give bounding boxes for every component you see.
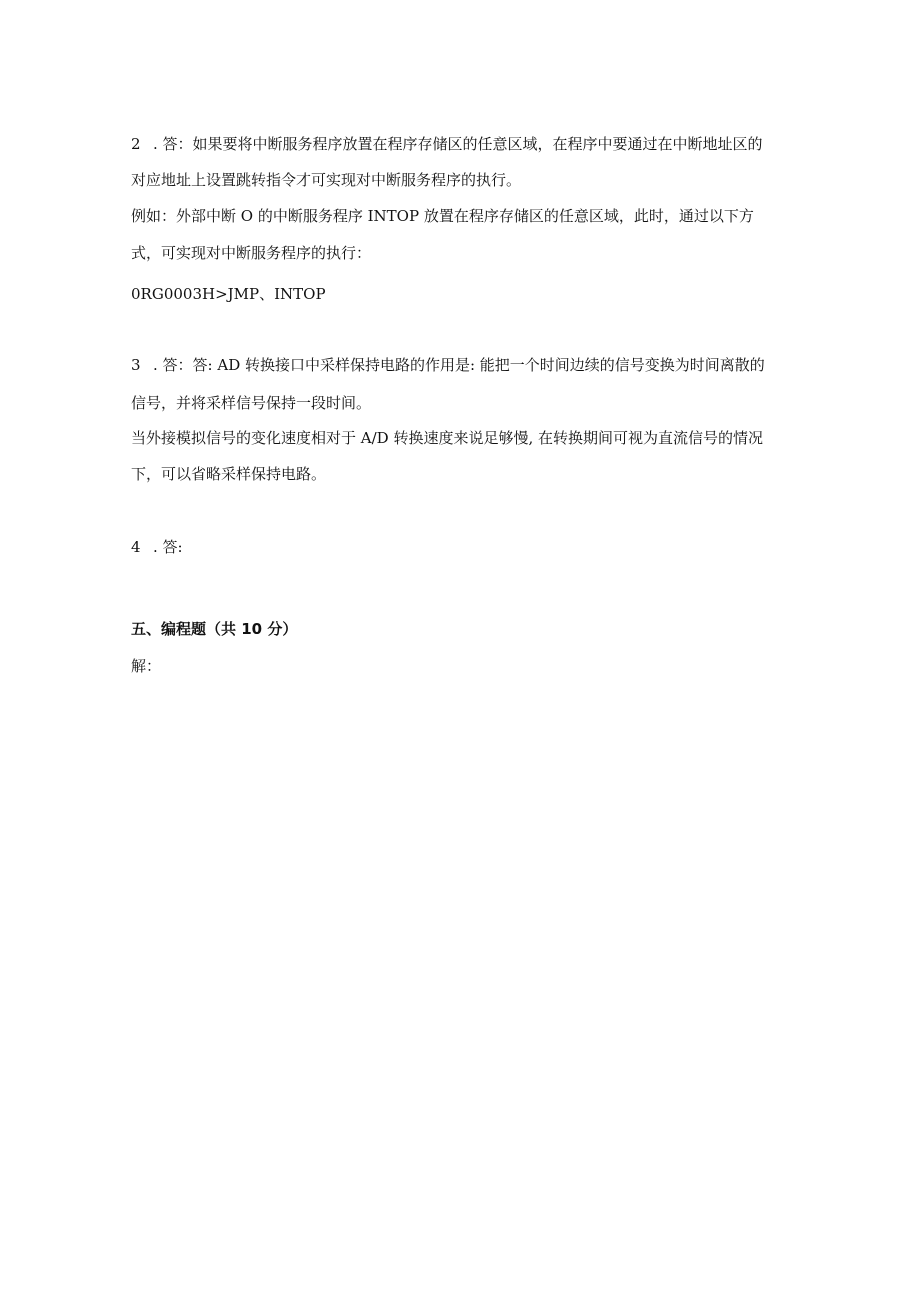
q3-line-1 [131,355,791,375]
q3-line-2: 信号，并将采样信号保持一段时间。 [131,394,372,412]
q2-text-1: . 答：如果要将中断服务程序放置在程序存储区的任意区域，在程序中要通过在中断地址区的 [153,135,763,153]
q3-line-4: 下，可以省略采样保持电路。 [131,465,327,483]
section-5-answer-label: 解： [131,657,162,675]
q3-text-1: . 答：答: AD 转换接口中采样保持电路的作用是: 能把一个时间边续的信号变换为时间离散的 [153,356,765,374]
q4-number: 4 [131,538,141,556]
q2-line-1 [131,134,791,154]
q3-line-3: 当外接模拟信号的变化速度相对于 A/D 转换速度来说足够慢, 在转换期间可视为直流信号的情况 [131,429,763,447]
q3-number: 3 [131,356,141,374]
section-5-title: 五、编程题（共 10 分） [131,620,298,638]
q2-number: 2 [131,135,141,153]
q2-line-2: 对应地址上设置跳转指令才可实现对中断服务程序的执行。 [131,171,522,189]
q4-text-1: . 答: [153,538,183,556]
q2-line-4: 式，可实现对中断服务程序的执行： [131,244,372,262]
q2-line-3: 例如：外部中断 O 的中断服务程序 INTOP 放置在程序存储区的任意区域，此时，通过以下方 [131,207,754,225]
q2-code-line: 0RG0003H>JMP、INTOP [131,285,326,303]
q4-line-1 [131,537,791,557]
